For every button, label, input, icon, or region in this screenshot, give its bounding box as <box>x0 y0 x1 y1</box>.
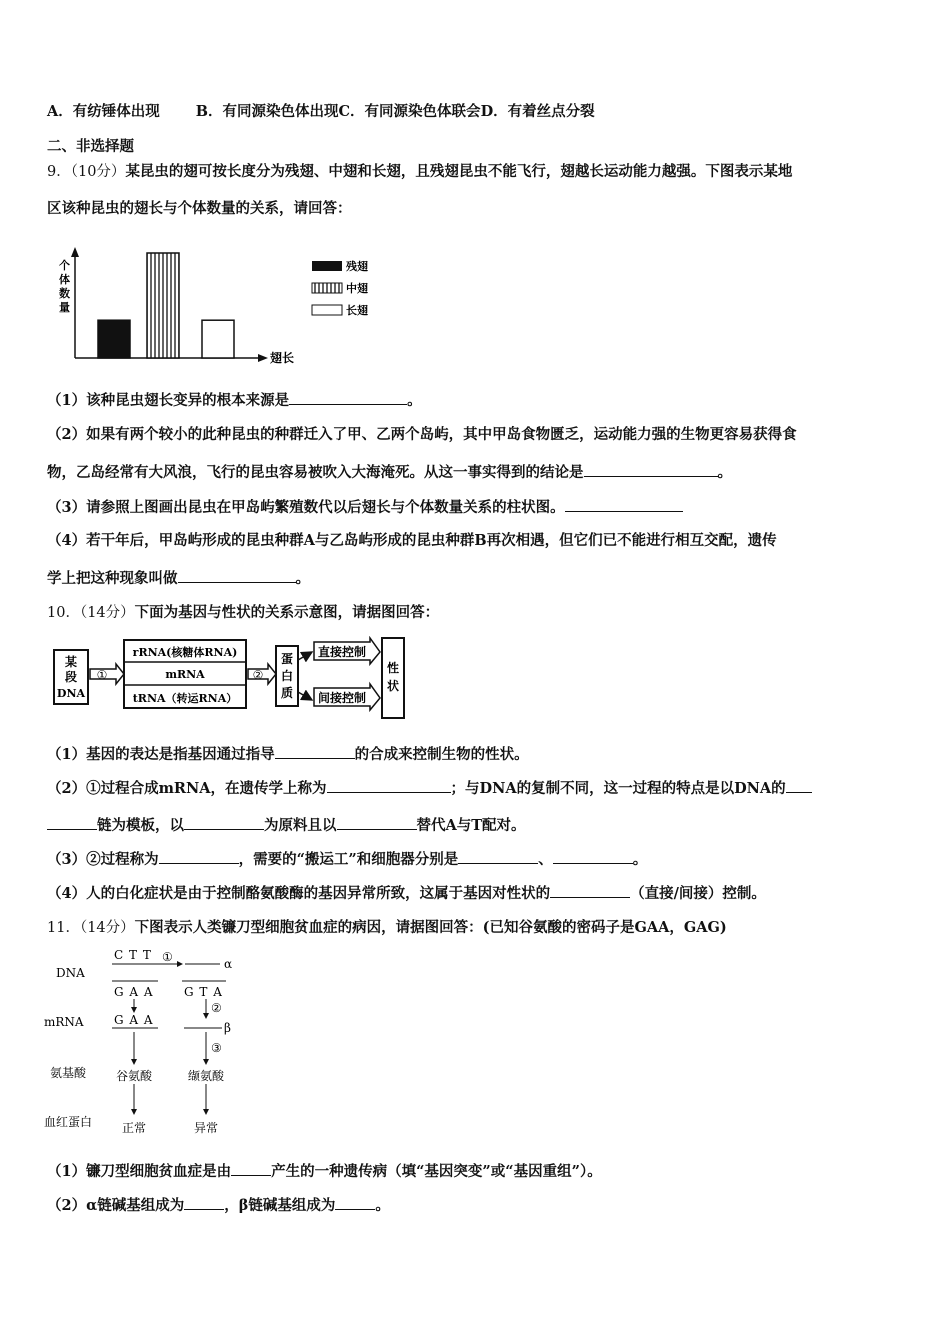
step2-label: ② <box>252 668 264 682</box>
y-axis-label-char: 个 <box>59 259 70 272</box>
q10-score: （14分） <box>79 605 135 621</box>
beta-label: β <box>224 1021 231 1035</box>
trait-label-char: 状 <box>386 679 400 693</box>
q11-number: 11． <box>47 920 80 936</box>
dna-bottom-strand: G A A <box>114 985 154 999</box>
answer-blank[interactable] <box>337 815 417 830</box>
x-axis-label: 翅长 <box>270 351 295 365</box>
q10-sub3-text: （3）②过程称为 <box>47 851 159 868</box>
protein-label-char: 白 <box>280 669 294 683</box>
answer-blank[interactable] <box>550 883 630 898</box>
q9-sub2-line2 <box>47 462 732 483</box>
answer-blank[interactable] <box>178 568 296 583</box>
legend-swatch-empty <box>312 305 342 315</box>
row-label-dna: DNA <box>56 966 85 980</box>
q9-number: 9． <box>47 164 71 180</box>
q8-option-b: B．有同源染色体出现 <box>195 103 339 120</box>
answer-blank[interactable] <box>565 497 683 512</box>
q10-sub2-text5: 替代A与T配对。 <box>416 817 526 834</box>
q10-sub3-end: 。 <box>632 851 648 868</box>
q10-sub2-text3: 链为模板，以 <box>97 817 184 834</box>
step1-label: ① <box>162 950 173 964</box>
q11-score: （14分） <box>79 920 135 936</box>
step1-label: ① <box>96 668 108 682</box>
q9-sub3 <box>47 497 683 518</box>
q10-sub2-line1 <box>47 778 812 799</box>
q9-sub4-line2 <box>47 568 310 589</box>
q9-bar-chart <box>50 245 390 370</box>
q9-stem-text1: 某昆虫的翅可按长度分为残翅、中翅和长翅，且残翅昆虫不能飞行，翅越长运动能力越强。下图表示某地 <box>125 163 793 180</box>
q10-sub4-end: （直接/间接）控制。 <box>630 885 766 902</box>
q11-sickle-cell-diagram <box>40 944 280 1140</box>
dna-label-char: 某 <box>64 655 78 669</box>
bar-中翅 <box>147 253 179 358</box>
y-axis-label-char: 数 <box>59 287 70 300</box>
q10-stem-text: 下面为基因与性状的关系示意图，请据图回答： <box>134 604 440 621</box>
rrna-label: rRNA(核糖体RNA) <box>132 646 238 659</box>
q11-stem-text: 下图表示人类镰刀型细胞贫血症的病因，请据图回答：(已知谷氨酸的密码子是GAA，GAG) <box>134 919 727 936</box>
q10-sub1 <box>47 744 529 765</box>
arrow-to-indirect <box>298 692 312 700</box>
q10-sub2-text: （2）①过程合成mRNA，在遗传学上称为 <box>47 780 327 797</box>
q10-sub3 <box>47 849 647 870</box>
step3-label: ③ <box>211 1041 222 1055</box>
indirect-control-label: 间接控制 <box>317 691 367 705</box>
dna-label-char: 段 <box>64 670 78 684</box>
answer-blank[interactable] <box>275 744 355 759</box>
legend-label: 残翅 <box>346 260 368 273</box>
q10-sub2-text2: ；与DNA的复制不同，这一过程的特点是以DNA的 <box>450 780 786 797</box>
answer-blank[interactable] <box>184 1195 224 1210</box>
y-axis-label <box>59 258 70 314</box>
q11-sub1-end: 产生的一种遗传病（填“基因突变”或“基因重组”）。 <box>271 1163 602 1180</box>
q9-stem-line2: 区该种昆虫的翅长与个体数量的关系，请回答： <box>47 200 352 217</box>
answer-blank[interactable] <box>184 815 264 830</box>
dna-top-strand: C T T <box>114 948 152 962</box>
q11-sub1-text: （1）镰刀型细胞贫血症是由 <box>47 1163 232 1180</box>
direct-control-label: 直接控制 <box>317 645 367 659</box>
mrna-label: mRNA <box>165 668 205 681</box>
q9-sub4-text: 学上把这种现象叫做 <box>47 570 178 587</box>
answer-blank[interactable] <box>553 849 633 864</box>
q9-sub2-end: 。 <box>717 464 732 481</box>
q9-sub1-text: （1）该种昆虫翅长变异的根本来源是 <box>47 392 290 409</box>
amino-acid-normal: 谷氨酸 <box>116 1069 153 1083</box>
q10-gene-trait-diagram <box>50 636 410 722</box>
protein-label-char: 质 <box>280 686 294 700</box>
x-axis-arrow <box>258 354 268 362</box>
row-label-hemoglobin: 血红蛋白 <box>44 1115 93 1129</box>
q9-sub4-line1: （4）若干年后，甲岛屿形成的昆虫种群A与乙岛屿形成的昆虫种群B再次相遇，但它们已不能进行相互交配，遗传 <box>47 532 777 549</box>
legend-label: 长翅 <box>346 304 368 317</box>
q9-sub1-end: 。 <box>407 392 422 409</box>
q11-stem <box>47 918 727 938</box>
trait-label-char: 性 <box>386 661 400 675</box>
hemoglobin-abnormal: 异常 <box>194 1121 219 1135</box>
protein-label-char: 蛋 <box>280 652 294 666</box>
arrow-to-direct <box>298 652 312 660</box>
amino-acid-mutant: 缬氨酸 <box>188 1069 225 1083</box>
trna-label: tRNA（转运RNA） <box>132 692 238 705</box>
q10-stem <box>47 603 439 623</box>
answer-blank[interactable] <box>786 778 812 793</box>
q9-sub1 <box>47 390 422 411</box>
q11-sub2-text2: ，β链碱基组成为 <box>224 1197 336 1214</box>
y-axis-arrow <box>71 247 79 257</box>
mutant-dna-strand: G T A <box>184 985 223 999</box>
legend-label: 中翅 <box>346 282 368 295</box>
bars <box>98 253 234 358</box>
q11-sub2 <box>47 1195 390 1216</box>
answer-blank[interactable] <box>458 849 538 864</box>
bar-残翅 <box>98 320 130 358</box>
q8-option-d: D．有着丝点分裂 <box>480 103 595 120</box>
q9-sub4-end: 。 <box>295 570 310 587</box>
y-axis-label-char: 体 <box>59 273 70 286</box>
row-labels <box>44 966 92 1129</box>
answer-blank[interactable] <box>327 778 451 793</box>
q9-stem-line1 <box>47 162 792 182</box>
trait-box <box>382 638 404 718</box>
q10-sub2-line2 <box>47 815 526 836</box>
row-label-amino-acid: 氨基酸 <box>50 1066 87 1080</box>
answer-blank[interactable] <box>335 1195 375 1210</box>
hemoglobin-normal: 正常 <box>122 1121 147 1135</box>
answer-blank[interactable] <box>584 462 718 477</box>
q10-sub4-text: （4）人的白化症状是由于控制酪氨酸酶的基因异常所致，这属于基因对性状的 <box>47 885 551 902</box>
legend <box>312 259 368 317</box>
q10-sub4 <box>47 883 766 904</box>
q8-option-c: C．有同源染色体联会 <box>338 103 481 120</box>
alpha-label: α <box>224 957 233 971</box>
q10-sub1-text: （1）基因的表达是指基因通过指导 <box>47 746 275 763</box>
q11-sub1 <box>47 1161 602 1182</box>
y-axis-label-char: 量 <box>59 301 70 314</box>
q8-options <box>47 102 595 122</box>
answer-blank[interactable] <box>289 390 407 405</box>
q10-sub3-text3: 、 <box>538 851 553 868</box>
q11-sub2-text: （2）α链碱基组成为 <box>47 1197 185 1214</box>
answer-blank[interactable] <box>47 815 97 830</box>
q8-option-a: A．有纺锤体出现 <box>47 103 160 120</box>
mrna-left-strand: G A A <box>114 1013 154 1027</box>
q9-sub3-text: （3）请参照上图画出昆虫在甲岛屿繁殖数代以后翅长与个体数量关系的柱状图。 <box>47 499 565 516</box>
dna-label-char: DNA <box>56 687 86 700</box>
q10-sub2-text4: 为原料且以 <box>264 817 337 834</box>
legend-swatch-solid <box>312 261 342 271</box>
q9-sub2-text: 物，乙岛经常有大风浪，飞行的昆虫容易被吹入大海淹死。从这一事实得到的结论是 <box>47 464 584 481</box>
legend-swatch-striped <box>312 283 342 293</box>
q9-sub2-line1: （2）如果有两个较小的此种昆虫的种群迁入了甲、乙两个岛屿，其中甲岛食物匮乏，运动能力强的生物更容易获得食 <box>47 426 797 443</box>
q9-score: （10分） <box>70 164 126 180</box>
q11-sub2-end: 。 <box>375 1197 390 1214</box>
section-heading: 二、非选择题 <box>47 138 134 155</box>
q10-number: 10． <box>47 605 80 621</box>
answer-blank[interactable] <box>159 849 239 864</box>
q10-sub1-end: 的合成来控制生物的性状。 <box>354 746 529 763</box>
answer-blank[interactable] <box>231 1161 271 1176</box>
bar-长翅 <box>202 320 234 358</box>
step2-label: ② <box>211 1001 222 1015</box>
q10-sub3-text2: ，需要的“搬运工”和细胞器分别是 <box>238 851 459 868</box>
row-label-mrna: mRNA <box>44 1015 84 1029</box>
